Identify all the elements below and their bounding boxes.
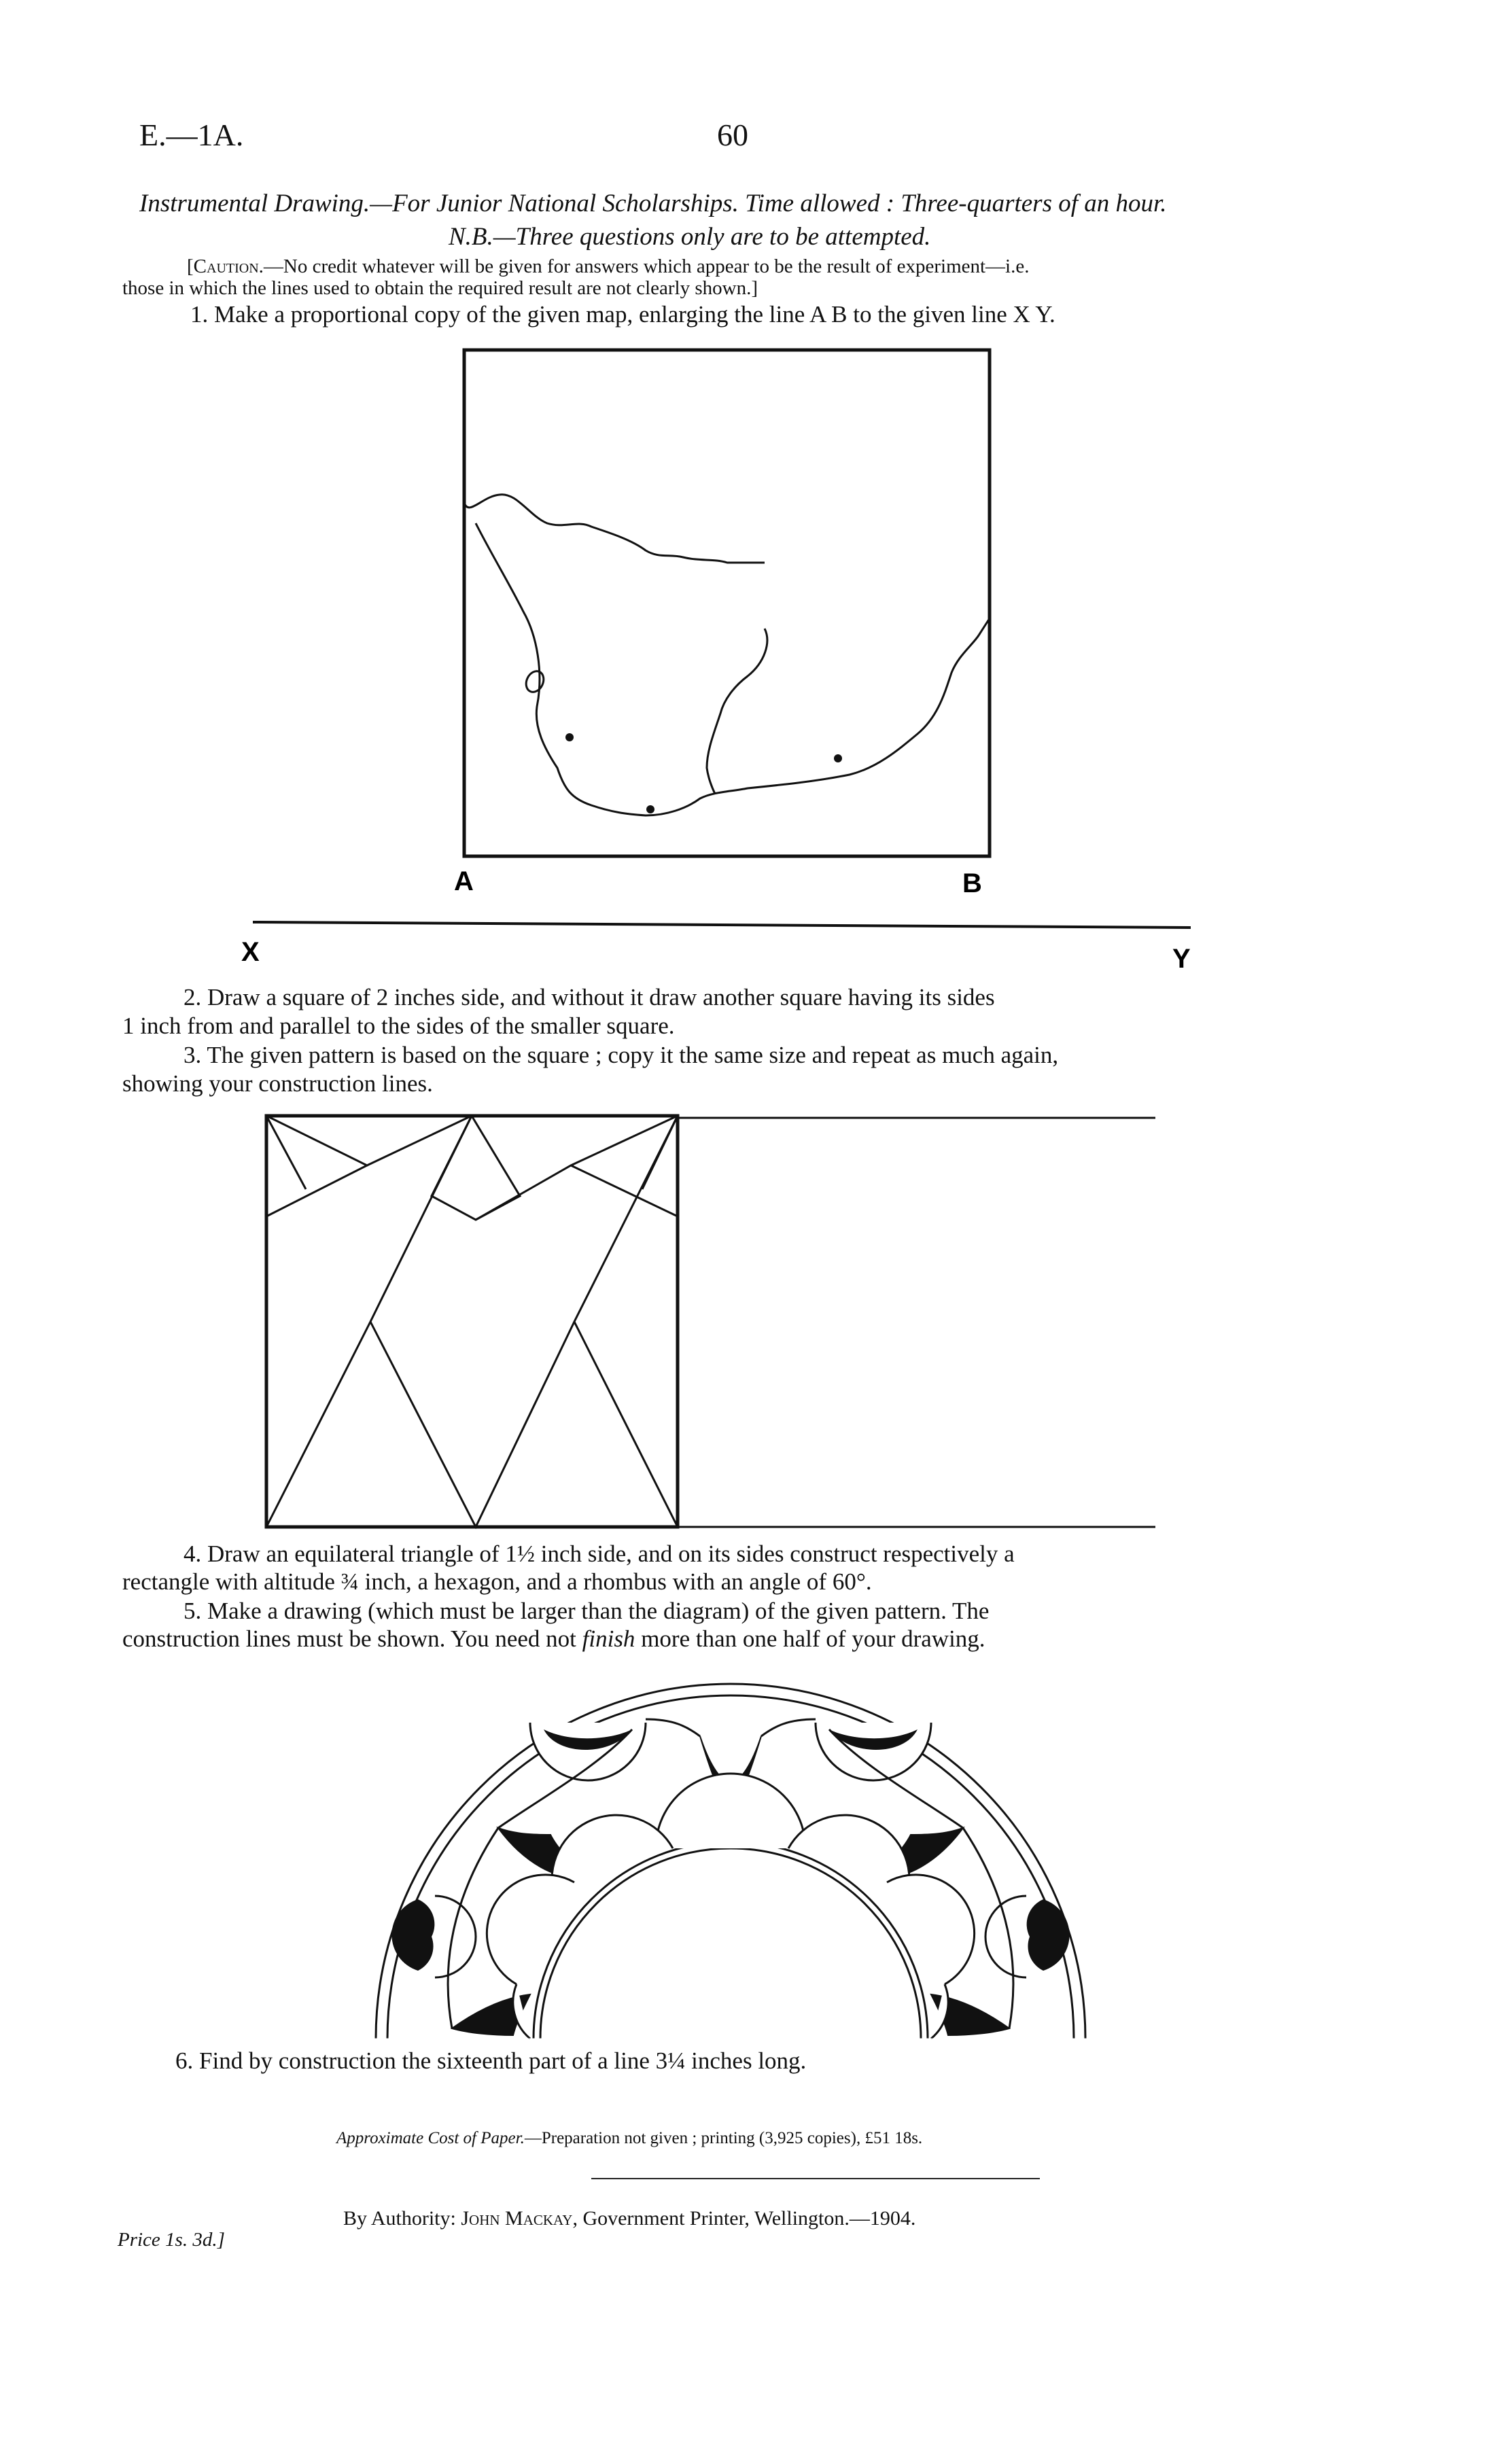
document-reference: E.—1A. <box>139 118 244 152</box>
authority-suffix: , Government Printer, Wellington.—1904. <box>572 2207 916 2230</box>
printer-authority <box>343 2207 915 2230</box>
price: Price 1s. 3d.] <box>118 2229 225 2251</box>
outer-curves <box>448 1719 1013 2028</box>
caution-text-1: —No credit whatever will be given for answers which appear to be the result of experiment—i.e. <box>263 256 1030 277</box>
question-1: 1. Make a proportional copy of the given map, enlarging the line A B to the given line X Y. <box>190 301 1055 328</box>
outer-arc-1 <box>376 1684 1085 2039</box>
question-4-line-2: rectangle with altitude ¾ inch, a hexagon, and a rhombus with an angle of 60°. <box>122 1568 872 1595</box>
line-label-y: Y <box>1172 944 1191 974</box>
question-6: 6. Find by construction the sixteenth part of a line 3¼ inches long. <box>175 2047 807 2074</box>
footer-divider <box>591 2178 1040 2179</box>
question-5-text-a: construction lines must be shown. You need not <box>122 1625 582 1652</box>
line-label-x: X <box>241 937 260 967</box>
printer-name: John Mackay <box>461 2207 573 2230</box>
exam-note: N.B.—Three questions only are to be attempted. <box>449 223 931 251</box>
question-3-line-1: 3. The given pattern is based on the square ; copy it the same size and repeat as much again, <box>184 1042 1059 1068</box>
map-label-a: A <box>454 866 474 896</box>
outer-arc-2 <box>387 1695 1074 2039</box>
page-number: 60 <box>717 118 748 152</box>
cost-label: Approximate Cost of Paper. <box>336 2129 525 2147</box>
authority-prefix: By Authority: <box>343 2207 461 2230</box>
inner-scallops <box>487 1774 974 2039</box>
question-3-line-2: showing your construction lines. <box>122 1070 433 1097</box>
question-2-line-1: 2. Draw a square of 2 inches side, and without it draw another square having its sides <box>184 984 995 1010</box>
cost-text: —Preparation not given ; printing (3,925 copies), £51 18s. <box>524 2129 923 2147</box>
map-label-b: B <box>962 868 982 898</box>
cost-note <box>336 2129 922 2148</box>
question-2-line-2: 1 inch from and parallel to the sides of the smaller square. <box>122 1013 675 1039</box>
question-5-text-b: more than one half of your drawing. <box>635 1625 985 1652</box>
question-5-line-1: 5. Make a drawing (which must be larger than the diagram) of the given pattern. The <box>184 1598 990 1624</box>
caution-line-2: those in which the lines used to obtain the required result are not clearly shown.] <box>122 277 758 299</box>
question-4-line-1: 4. Draw an equilateral triangle of 1½ inch side, and on its sides construct respectively a <box>184 1541 1015 1567</box>
exam-title: Instrumental Drawing.—For Junior National Scholarships. Time allowed : Three-quarters of an hour. <box>139 190 1167 217</box>
caution-label: [Caution. <box>187 256 264 277</box>
question-5-emphasis: finish <box>582 1625 635 1652</box>
